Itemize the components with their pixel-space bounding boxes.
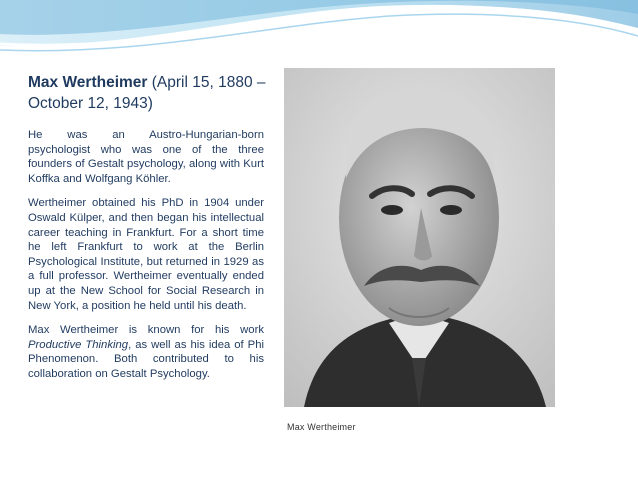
paragraph-3: [28, 323, 264, 381]
book-title: Productive Thinking: [28, 338, 129, 351]
paragraph-3-start: Max Wertheimer is known for his work: [28, 324, 264, 337]
header-swoosh-decoration: [0, 0, 638, 60]
title-dates: (April 15, 1880 – October 12, 1943): [28, 74, 266, 112]
title-name: Max Wertheimer: [28, 74, 148, 91]
paragraph-2: Wertheimer obtained his PhD in 1904 under Oswald Külper, and then began his intellectual career teaching in Frankfurt. For a short time he left Frankfurt to work at the Berlin Psychological Institute, but returned in 1929 as a full professor. Wertheimer eventually ended up at the New School for Social Research in New York, a position he held until his death.: [28, 197, 264, 312]
body-text: [28, 128, 264, 392]
paragraph-1: He was an Austro-Hungarian-born psychologist who was one of the three founders of Gestalt psychology, along with Kurt Koffka and Wolfgang Köhler.: [28, 129, 264, 185]
slide-title: [28, 72, 268, 114]
portrait-photo: [284, 68, 555, 407]
photo-caption: Max Wertheimer: [287, 422, 356, 432]
paragraph-3-end: , as well as his idea of Phi Phenomenon. Both contributed to his collaboration on Gestalt Psychology.: [28, 338, 264, 380]
